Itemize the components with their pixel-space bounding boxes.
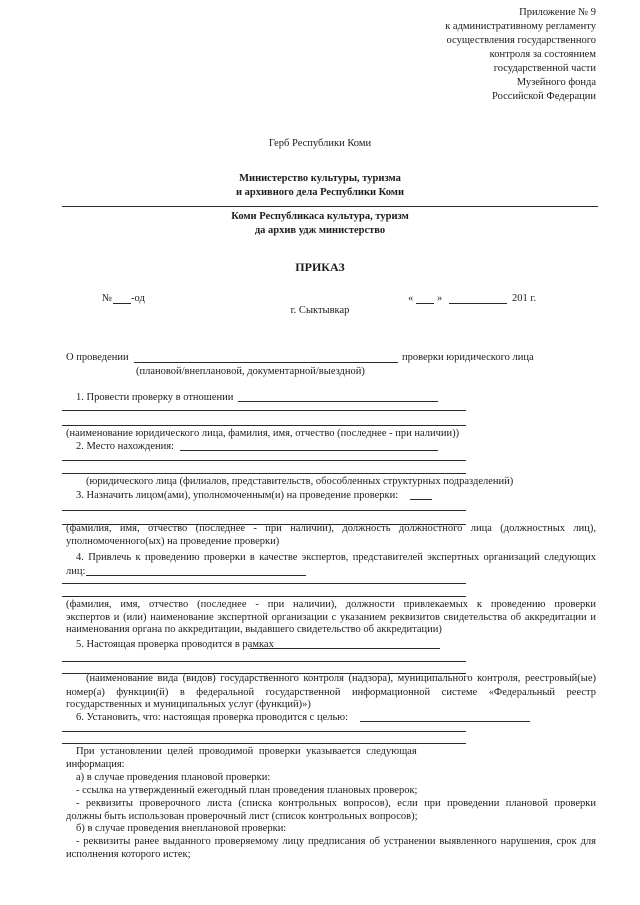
item-3-hint-b: уполномоченного(ых) на проведение проверки): [66, 536, 280, 547]
item-3-line[interactable]: [62, 510, 466, 511]
item-2: 2. Место нахождения:: [76, 441, 174, 452]
item-3: 3. Назначить лицом(ами), уполномоченным(и) на проведение проверки:: [76, 490, 399, 501]
item-6-field[interactable]: [360, 721, 530, 722]
item-5-hint-a: (наименование вида (видов) государственного контроля (надзора), муниципального контроля, реестровый(ые): [86, 673, 596, 684]
order-number-field[interactable]: [113, 303, 131, 304]
doc-title: ПРИКАЗ: [295, 260, 345, 274]
appendix-line: осуществления государственного: [446, 35, 596, 46]
item-2-line[interactable]: [62, 473, 466, 474]
item-6-line[interactable]: [62, 743, 466, 744]
ministry-komi-line: да архив удж министерство: [254, 225, 386, 236]
item-5-line[interactable]: [62, 661, 466, 662]
date-open-quote: «: [408, 293, 414, 304]
item-4-hint-c: наименования органа по аккредитации, выдавшего свидетельство об аккредитации): [66, 624, 442, 635]
sub-a-2: - реквизиты проверочного листа (списка контрольных вопросов), если при проведении плановой проверки: [76, 798, 596, 809]
item-4-hint-a: (фамилия, имя, отчество (последнее - при наличии), должности привлекаемых к проведению проверки: [66, 599, 596, 610]
item-5-hint-b: номер(а) функции(й) в федеральной государственной информационной системе «Федеральный реестр: [66, 687, 596, 698]
item-4-field[interactable]: [86, 575, 306, 576]
info-intro: При установлении целей проводимой проверки указывается следующая: [76, 746, 417, 757]
sub-b: б) в случае проведения внеплановой проверки:: [76, 823, 287, 834]
ministry-komi: [0, 210, 640, 238]
item-2-line[interactable]: [62, 460, 466, 461]
header-divider: [62, 206, 598, 207]
order-number-suffix: -од: [131, 293, 145, 304]
date-day-field[interactable]: [416, 303, 434, 304]
subject-hint: (плановой/внеплановой, документарной/выездной): [136, 366, 365, 377]
item-1: 1. Провести проверку в отношении: [76, 392, 234, 403]
date-month-field[interactable]: [449, 303, 507, 304]
item-4-line[interactable]: [62, 596, 466, 597]
item-5-hint-c: государственных и муниципальных услуг (функций)»): [66, 699, 311, 710]
appendix-block: [445, 6, 596, 104]
item-5: 5. Настоящая проверка проводится в рамках: [76, 639, 274, 650]
ministry-komi-line: Коми Республикаса культура, туризм: [231, 211, 409, 222]
order-number-label: №: [102, 293, 113, 304]
sub-b-1-cont: исполнения которого истек;: [66, 849, 191, 860]
item-1-line[interactable]: [62, 410, 466, 411]
sub-b-1: - реквизиты ранее выданного проверяемому лицу предписания об устранении выявленного нарушения, срок для: [76, 836, 596, 847]
coat-of-arms-caption: Герб Республики Коми: [268, 138, 372, 149]
item-4-a: 4. Привлечь к проведению проверки в качестве экспертов, представителей экспертных организаций следующих: [76, 552, 596, 563]
appendix-line: Музейного фонда: [516, 77, 596, 88]
appendix-line: к административному регламенту: [445, 21, 596, 32]
item-4-b: лиц:: [66, 566, 86, 577]
subject-prefix: О проведении: [66, 352, 129, 363]
sub-a: а) в случае проведения плановой проверки:: [76, 772, 271, 783]
item-2-hint: (юридического лица (филиалов, представительств, обособленных структурных подразделений): [86, 476, 514, 487]
item-1-hint: (наименование юридического лица, фамилия, имя, отчество (последнее - при наличии)): [66, 428, 460, 439]
city: г. Сыктывкар: [290, 305, 350, 316]
item-4-line[interactable]: [62, 583, 466, 584]
date-year: 201 г.: [512, 293, 537, 304]
ministry-ru-line: и архивного дела Республики Коми: [235, 187, 405, 198]
appendix-line: Приложение № 9: [519, 7, 596, 18]
subject-type-field[interactable]: [134, 362, 398, 363]
item-3-hint-a: (фамилия, имя, отчество (последнее - при наличии), должность должностного лица (должностных лиц),: [66, 523, 596, 534]
item-2-field[interactable]: [180, 450, 438, 451]
ministry-ru: [0, 172, 640, 200]
appendix-line: государственной части: [493, 63, 596, 74]
item-5-field[interactable]: [250, 648, 440, 649]
item-3-field[interactable]: [410, 499, 432, 500]
info-intro-cont: информация:: [66, 759, 125, 770]
item-1-line[interactable]: [62, 425, 466, 426]
appendix-line: Российской Федерации: [492, 91, 596, 102]
sub-a-2-cont: должны быть использован проверочный лист (список контрольных вопросов);: [66, 811, 418, 822]
appendix-line: контроля за состоянием: [489, 49, 596, 60]
item-1-field[interactable]: [238, 401, 438, 402]
sub-a-1: - ссылка на утвержденный ежегодный план проведения плановых проверок;: [76, 785, 418, 796]
ministry-ru-line: Министерство культуры, туризма: [239, 173, 401, 184]
subject-suffix: проверки юридического лица: [402, 352, 534, 363]
item-4-hint-b: экспертов и (или) наименование экспертной организации с указанием реквизитов свидетельства об аккредитации и: [66, 612, 596, 623]
item-6-line[interactable]: [62, 731, 466, 732]
date-close-quote: »: [437, 293, 443, 304]
item-6: 6. Установить, что: настоящая проверка проводится с целью:: [76, 712, 349, 723]
